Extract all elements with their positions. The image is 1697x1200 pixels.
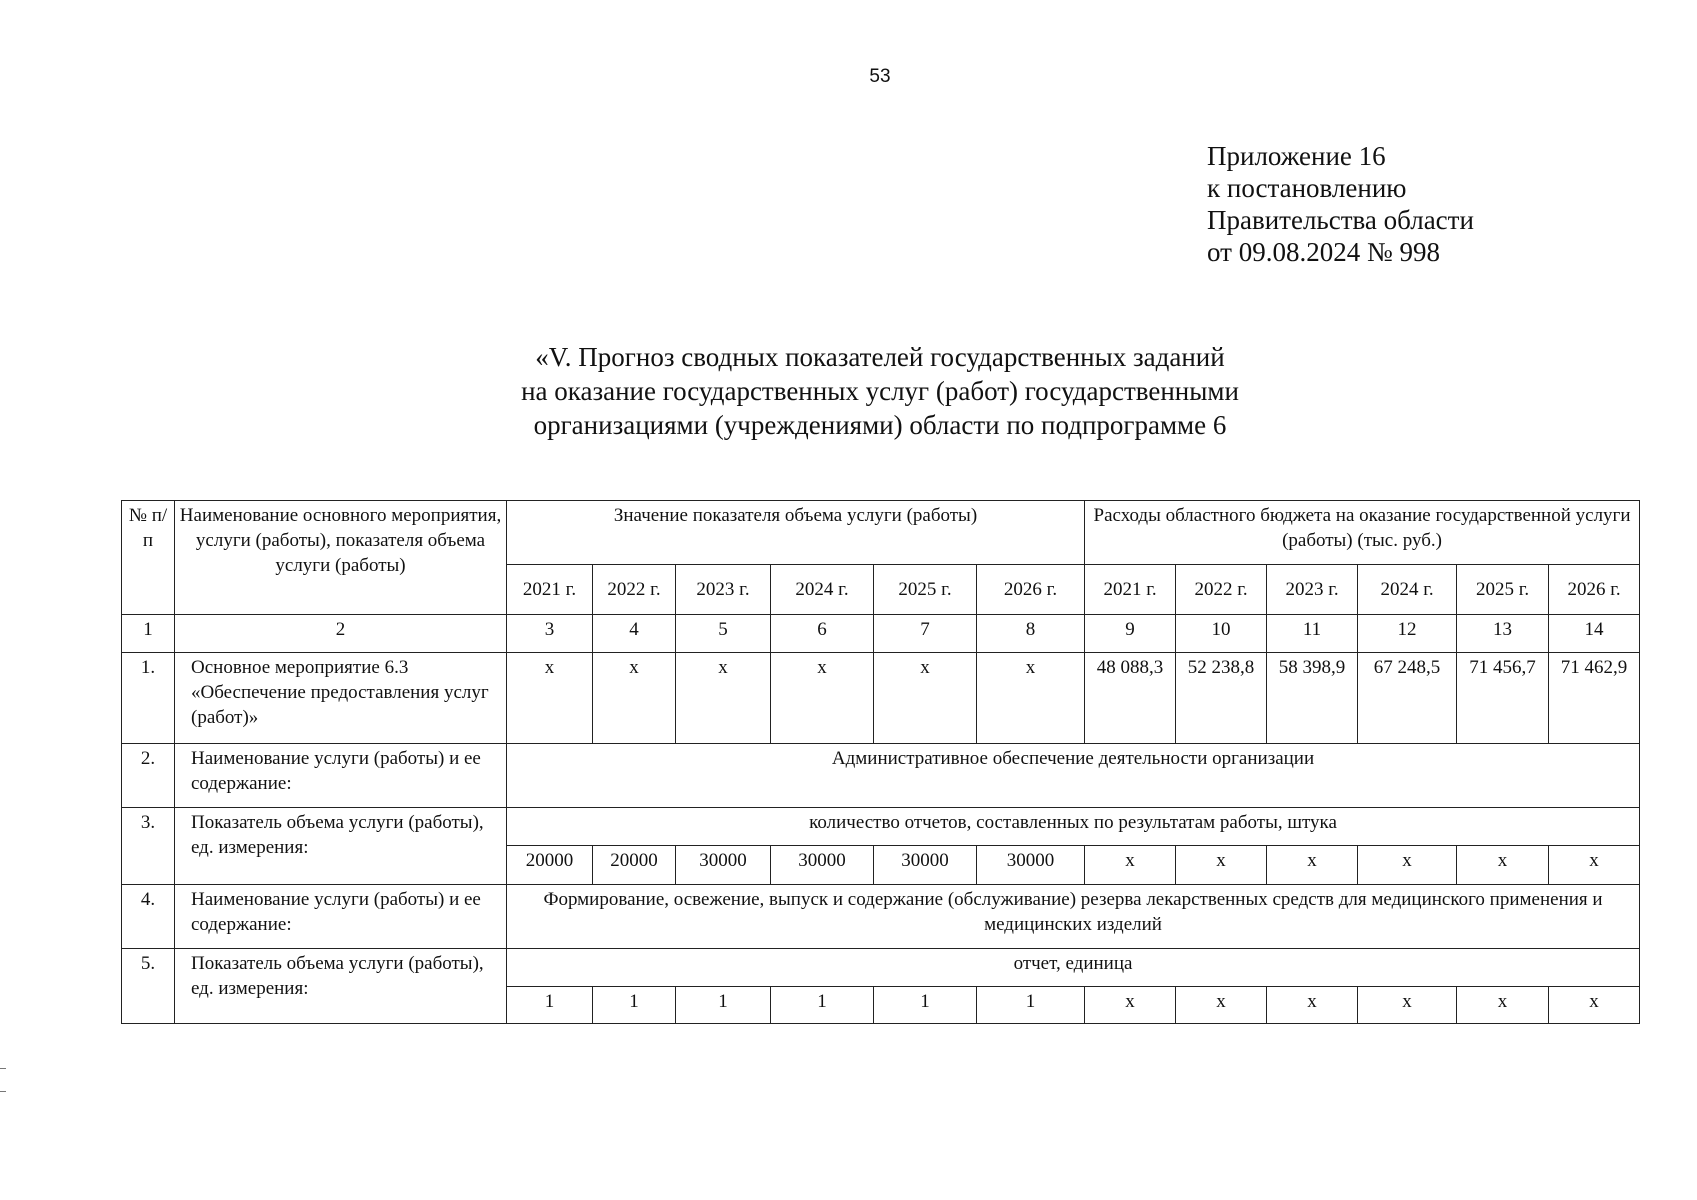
row-name: Наименование услуги (работы) и ее содержание: (175, 744, 507, 808)
expense-value: 71 456,7 (1457, 653, 1549, 744)
header-name: Наименование основного мероприятия, услуги (работы), показателя объема услуги (работы) (175, 501, 507, 615)
indicator-unit: отчет, единица (507, 949, 1640, 987)
appendix-block (1207, 140, 1474, 268)
expense-value: 52 238,8 (1176, 653, 1267, 744)
value-cell: 1 (771, 987, 874, 1024)
value-cell: 1 (676, 987, 771, 1024)
header-expense-year: 2022 г. (1176, 565, 1267, 615)
value-cell: 30000 (771, 846, 874, 885)
value-cell: х (1358, 987, 1457, 1024)
column-number: 12 (1358, 615, 1457, 653)
appendix-line: Приложение 16 (1207, 141, 1386, 171)
value-cell: х (1549, 846, 1640, 885)
column-number: 1 (122, 615, 175, 653)
indicator-value: х (771, 653, 874, 744)
value-cell: х (1549, 987, 1640, 1024)
value-cell: х (1085, 987, 1176, 1024)
value-cell: х (1176, 987, 1267, 1024)
header-indicator-group: Значение показателя объема услуги (работы) (507, 501, 1085, 565)
value-cell: 1 (977, 987, 1085, 1024)
header-indicator-year: 2021 г. (507, 565, 593, 615)
header-expense-year: 2024 г. (1358, 565, 1457, 615)
header-indicator-year: 2024 г. (771, 565, 874, 615)
header-indicator-year: 2022 г. (593, 565, 676, 615)
row-name: Наименование услуги (работы) и ее содержание: (175, 885, 507, 949)
page-number: 53 (869, 66, 891, 87)
column-number-row (122, 615, 1640, 653)
value-cell: х (1457, 987, 1549, 1024)
table-row (122, 744, 1640, 808)
header-expense-year: 2021 г. (1085, 565, 1176, 615)
column-number: 11 (1267, 615, 1358, 653)
appendix-line: от 09.08.2024 № 998 (1207, 237, 1440, 267)
row-num: 5. (122, 949, 175, 1024)
value-cell: 1 (593, 987, 676, 1024)
value-cell: 20000 (593, 846, 676, 885)
header-expense-group: Расходы областного бюджета на оказание государственной услуги (работы) (тыс. руб.) (1085, 501, 1640, 565)
column-number: 14 (1549, 615, 1640, 653)
expense-value: 48 088,3 (1085, 653, 1176, 744)
title-line: «V. Прогноз сводных показателей государственных заданий (535, 342, 1225, 372)
title-line: организациями (учреждениями) области по подпрограмме 6 (533, 410, 1227, 440)
expense-value: 67 248,5 (1358, 653, 1457, 744)
row-name: Показатель объема услуги (работы), ед. измерения: (175, 808, 507, 885)
value-cell: х (1085, 846, 1176, 885)
header-expense-year: 2025 г. (1457, 565, 1549, 615)
value-cell: х (1358, 846, 1457, 885)
header-expense-year: 2026 г. (1549, 565, 1640, 615)
value-cell: х (1267, 987, 1358, 1024)
value-cell: 30000 (676, 846, 771, 885)
row-num: 4. (122, 885, 175, 949)
value-cell: 30000 (874, 846, 977, 885)
value-cell: 20000 (507, 846, 593, 885)
value-cell: х (1457, 846, 1549, 885)
expense-value: 71 462,9 (1549, 653, 1640, 744)
scan-edge-mark (0, 1068, 6, 1092)
appendix-line: Правительства области (1207, 205, 1474, 235)
table-row (122, 808, 1640, 846)
forecast-table (121, 500, 1640, 1024)
column-number: 3 (507, 615, 593, 653)
document-title (300, 340, 1460, 442)
column-number: 10 (1176, 615, 1267, 653)
row-name: Основное мероприятие 6.3 «Обеспечение предоставления услуг (работ)» (175, 653, 507, 744)
column-number: 2 (175, 615, 507, 653)
service-content: Административное обеспечение деятельности организации (507, 744, 1640, 808)
title-line: на оказание государственных услуг (работ) государственными (521, 376, 1239, 406)
value-cell: х (1267, 846, 1358, 885)
indicator-value: х (874, 653, 977, 744)
row-num: 2. (122, 744, 175, 808)
value-cell: х (1176, 846, 1267, 885)
table-row (122, 885, 1640, 949)
table-row (122, 653, 1640, 744)
column-number: 7 (874, 615, 977, 653)
column-number: 5 (676, 615, 771, 653)
column-number: 13 (1457, 615, 1549, 653)
indicator-value: х (977, 653, 1085, 744)
expense-value: 58 398,9 (1267, 653, 1358, 744)
value-cell: 1 (874, 987, 977, 1024)
header-expense-year: 2023 г. (1267, 565, 1358, 615)
indicator-value: х (676, 653, 771, 744)
indicator-value: х (507, 653, 593, 744)
column-number: 6 (771, 615, 874, 653)
header-indicator-year: 2026 г. (977, 565, 1085, 615)
indicator-value: х (593, 653, 676, 744)
value-cell: 30000 (977, 846, 1085, 885)
service-content: Формирование, освежение, выпуск и содержание (обслуживание) резерва лекарственных средств для медицинского применения и медицинских изделий (507, 885, 1640, 949)
header-num: № п/п (122, 501, 175, 615)
header-indicator-year: 2023 г. (676, 565, 771, 615)
appendix-line: к постановлению (1207, 173, 1407, 203)
row-num: 3. (122, 808, 175, 885)
header-indicator-year: 2025 г. (874, 565, 977, 615)
column-number: 8 (977, 615, 1085, 653)
column-number: 9 (1085, 615, 1176, 653)
table-row (122, 949, 1640, 987)
row-name: Показатель объема услуги (работы), ед. измерения: (175, 949, 507, 1024)
value-cell: 1 (507, 987, 593, 1024)
row-num: 1. (122, 653, 175, 744)
indicator-unit: количество отчетов, составленных по результатам работы, штука (507, 808, 1640, 846)
column-number: 4 (593, 615, 676, 653)
